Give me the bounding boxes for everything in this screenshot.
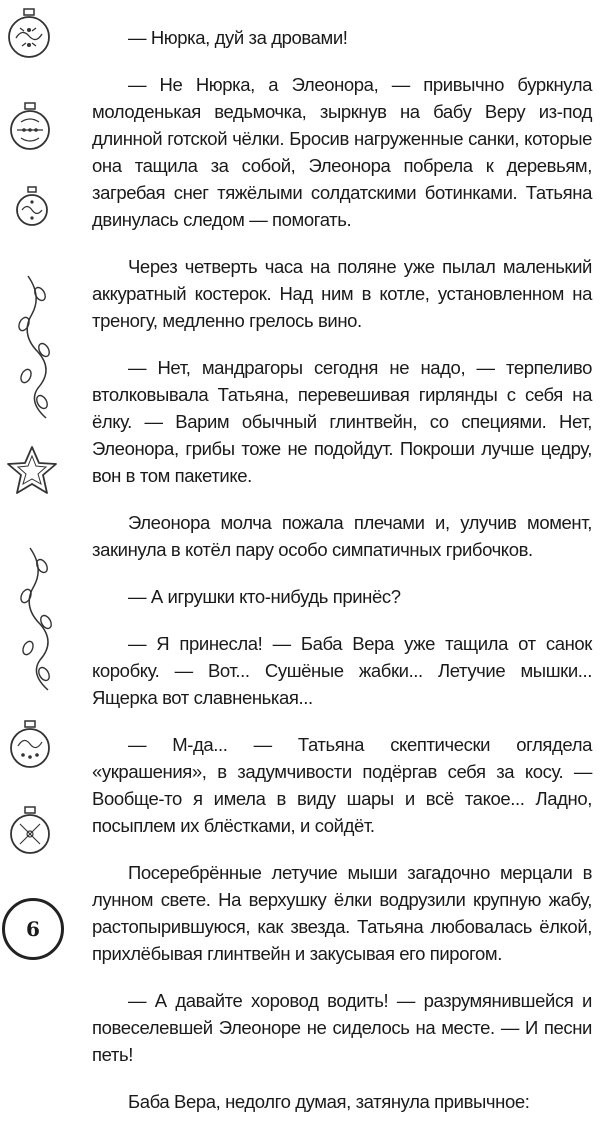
paragraph: — М-да... — Татьяна скептически оглядела «украшения», в задумчивости подёргав себя за косу. — Вообще-то я имела в виду шары и всё такое... Ладно, посыплем их блёстками, и сойдёт. [92,734,592,836]
christmas-ball-small-icon [14,186,50,228]
christmas-ball-icon [8,102,52,152]
christmas-ball-icon [6,8,52,60]
paragraph: — Я принесла! — Баба Вера уже тащила от санок коробку. — Вот... Сушёные жабки... Летучие мышки... Ящерка вот славненькая... [92,633,592,708]
garland-icon [18,272,52,422]
body-text [92,24,592,1135]
page-number-badge [2,898,64,960]
star-icon [4,444,60,498]
christmas-ball-icon [8,720,52,770]
paragraph: Посеребрённые летучие мыши загадочно мерцали в лунном свете. На верхушку ёлки водрузили крупную жабу, растопырившуюся, как звезда. Татьяна любовалась ёлкой, прихлёбывая глинтвейн и закусывая его пирогом. [92,862,592,964]
paragraph: — Не Нюрка, а Элеонора, — привычно буркнула молоденькая ведьмочка, зыркнув на бабу Веру из-под длинной готской чёлки. Бросив нагруженные санки, которые она тащила за собой, Элеонора побрела к деревьям, загребая снег тяжёлыми солдатскими ботинками. Татьяна двинулась следом — помогать. [92,74,592,230]
margin-ornaments [0,0,70,960]
paragraph: — А игрушки кто-нибудь принёс? [128,586,401,607]
paragraph: — Нюрка, дуй за дровами! [128,27,348,48]
page-number: 6 [26,917,40,941]
paragraph: Через четверть часа на поляне уже пылал маленький аккуратный костерок. Над ним в котле, установленном на треногу, медленно грелось вино. [92,256,592,331]
paragraph: Баба Вера, недолго думая, затянула привычное: [128,1091,530,1112]
paragraph: — А давайте хоровод водить! — разрумянившейся и повеселевшей Элеоноре не сиделось на месте. — И песни петь! [92,990,592,1065]
paragraph: — Нет, мандрагоры сегодня не надо, — терпеливо втолковывала Татьяна, перевешивая гирлянды с себя на ёлку. — Варим обычный глинтвейн, со специями. Нет, Элеонора, грибы тоже не подойдут. Покроши лучше цедру, вон в том пакетике. [92,357,592,486]
garland-icon [20,544,54,694]
paragraph: Элеонора молча пожала плечами и, улучив момент, закинула в котёл пару особо симпатичных грибочков. [92,512,592,560]
christmas-ball-icon [8,806,52,856]
